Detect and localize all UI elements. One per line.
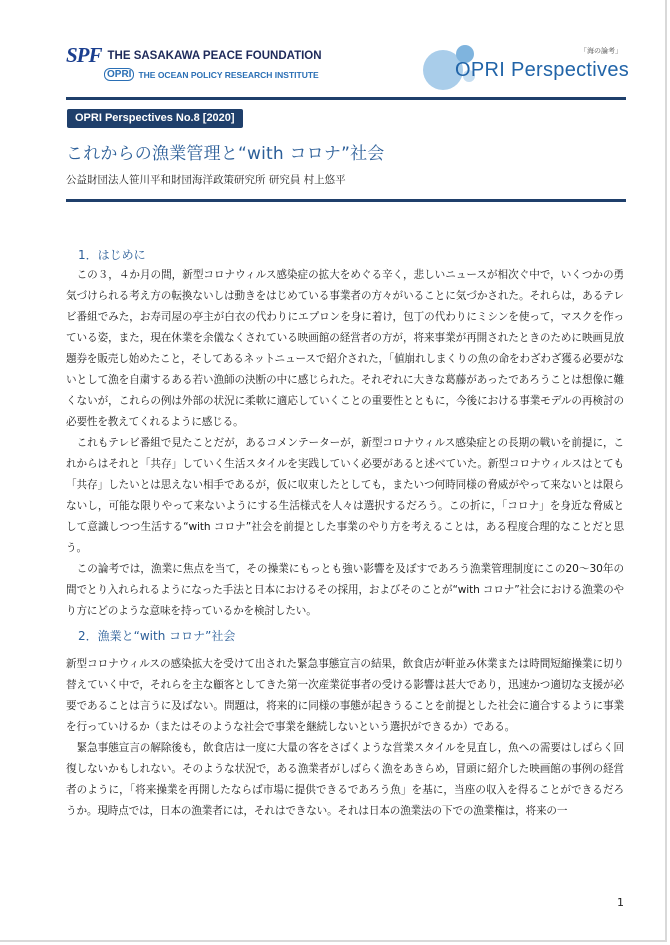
paragraph: この論考では，漁業に焦点を当て，その操業にもっとも強い影響を及ぼすであろう漁業管理制度にこの20～30年の間でとり入れられるようになった手法と日本におけるその採用，およびそのことが“with コロナ”社会における漁業のやり方にどのような意味を持っているかを検討したい。: [66, 563, 624, 617]
brand-title: OPRI Perspectives: [455, 59, 630, 81]
section-1-body: [66, 265, 624, 622]
page-number: 1: [617, 896, 624, 909]
section-2-heading: 2．漁業と“with コロナ”社会: [78, 629, 236, 643]
author-line: 公益財団法人笹川平和財団海洋政策研究所 研究員 村上悠平: [66, 174, 346, 186]
opri-mark: OPRI: [104, 68, 134, 81]
title-rule: [66, 199, 626, 202]
spf-mark: SPF: [66, 43, 102, 67]
section-2-body: [66, 654, 624, 822]
document-title: これからの漁業管理と“with コロナ”社会: [66, 144, 385, 164]
paragraph: 緊急事態宣言の解除後も，飲食店は一度に大量の客をさばくような営業スタイルを見直し，魚への需要はしばらく回復しないかもしれない。そのような状況で，ある漁業者がしばらく漁をあきらめ，冒頭に紹介した映画館の事例の経営者のように，「将来操業を再開したならば市場に提供できるであろう魚」を基に，当座の収入を得ることができるだろうか。現時点では，日本の漁業者には，それはできない。それは日本の漁業法の下での漁業権は，将来の一: [66, 742, 624, 817]
paragraph: 新型コロナウィルスの感染拡大を受けて出された緊急事態宣言の結果，飲食店が軒並み休業または時間短縮操業に切り替えていく中で，それらを主な顧客としてきた第一次産業従事者の受ける影響は甚大であり，迅速かつ適切な支援が必要であることは言うに及ばない。問題は，将来的に同様の事態が起きうることを前提とした社会に適合するように事業を行っていけるか（またはそのような社会で事業を継続しないという選択ができるか）である。: [66, 658, 624, 733]
institute-name: THE OCEAN POLICY RESEARCH INSTITUTE: [138, 69, 319, 80]
paragraph: これもテレビ番組で見たことだが，あるコメンテーターが，新型コロナウィルス感染症との長期の戦いを前提に，これからはそれと「共存」していく生活スタイルを実践していく必要があると述べていた。新型コロナウィルスはとても「共存」したいとは思えない相手であるが，仮に収束したとしても，またいつ何時同様の脅威がやって来ないとは限らないし，可能な限りやって来ないようにする生活様式を人々は選択するだろう。この折に，「コロナ」を身近な脅威として意識しつつ生活する“with コロナ”社会を前提とした事業のやり方を考えることは，ある程度合理的なことだと思う。: [66, 437, 624, 554]
foundation-name: THE SASAKAWA PEACE FOUNDATION: [107, 49, 322, 62]
spf-logo: [66, 43, 322, 68]
opri-logo: [104, 68, 319, 81]
header-rule: [66, 97, 626, 100]
brand-tagline: 「海の論考」: [580, 47, 622, 55]
issue-badge: OPRI Perspectives No.8 [2020]: [67, 109, 243, 128]
section-1-heading: 1．はじめに: [78, 248, 146, 262]
opri-perspectives-brand: [415, 44, 630, 90]
paragraph: この３，４か月の間，新型コロナウィルス感染症の拡大をめぐる辛く，悲しいニュースが相次ぐ中で，いくつかの勇気づけられる考え方の転換ないしは動きをはじめている事業者の方々がいることに気づかされた。それらは，あるテレビ番組でみた，お寿司屋の亭主が白衣の代わりにエプロンを身に着け，包丁の代わりにミシンを使って，マスクを作っている姿，また，現在休業を余儀なくされている映画館の経営者の方が，将来事業が再開されたときのために映画見放題券を販売し始めたこと，そしてあるネットニュースで紹介された，「値崩れしまくりの魚の命をわざわざ獲る必要がないとして漁を自粛するある若い漁師の決断の中に感じられた。それぞれに大きな葛藤があったであろうことは想像に難くないが，これらの例は外部の状況に柔軟に適応していくことの重要性とともに，今後における事業モデルの再検討の必要性を教えてくれるように感じる。: [66, 269, 624, 428]
